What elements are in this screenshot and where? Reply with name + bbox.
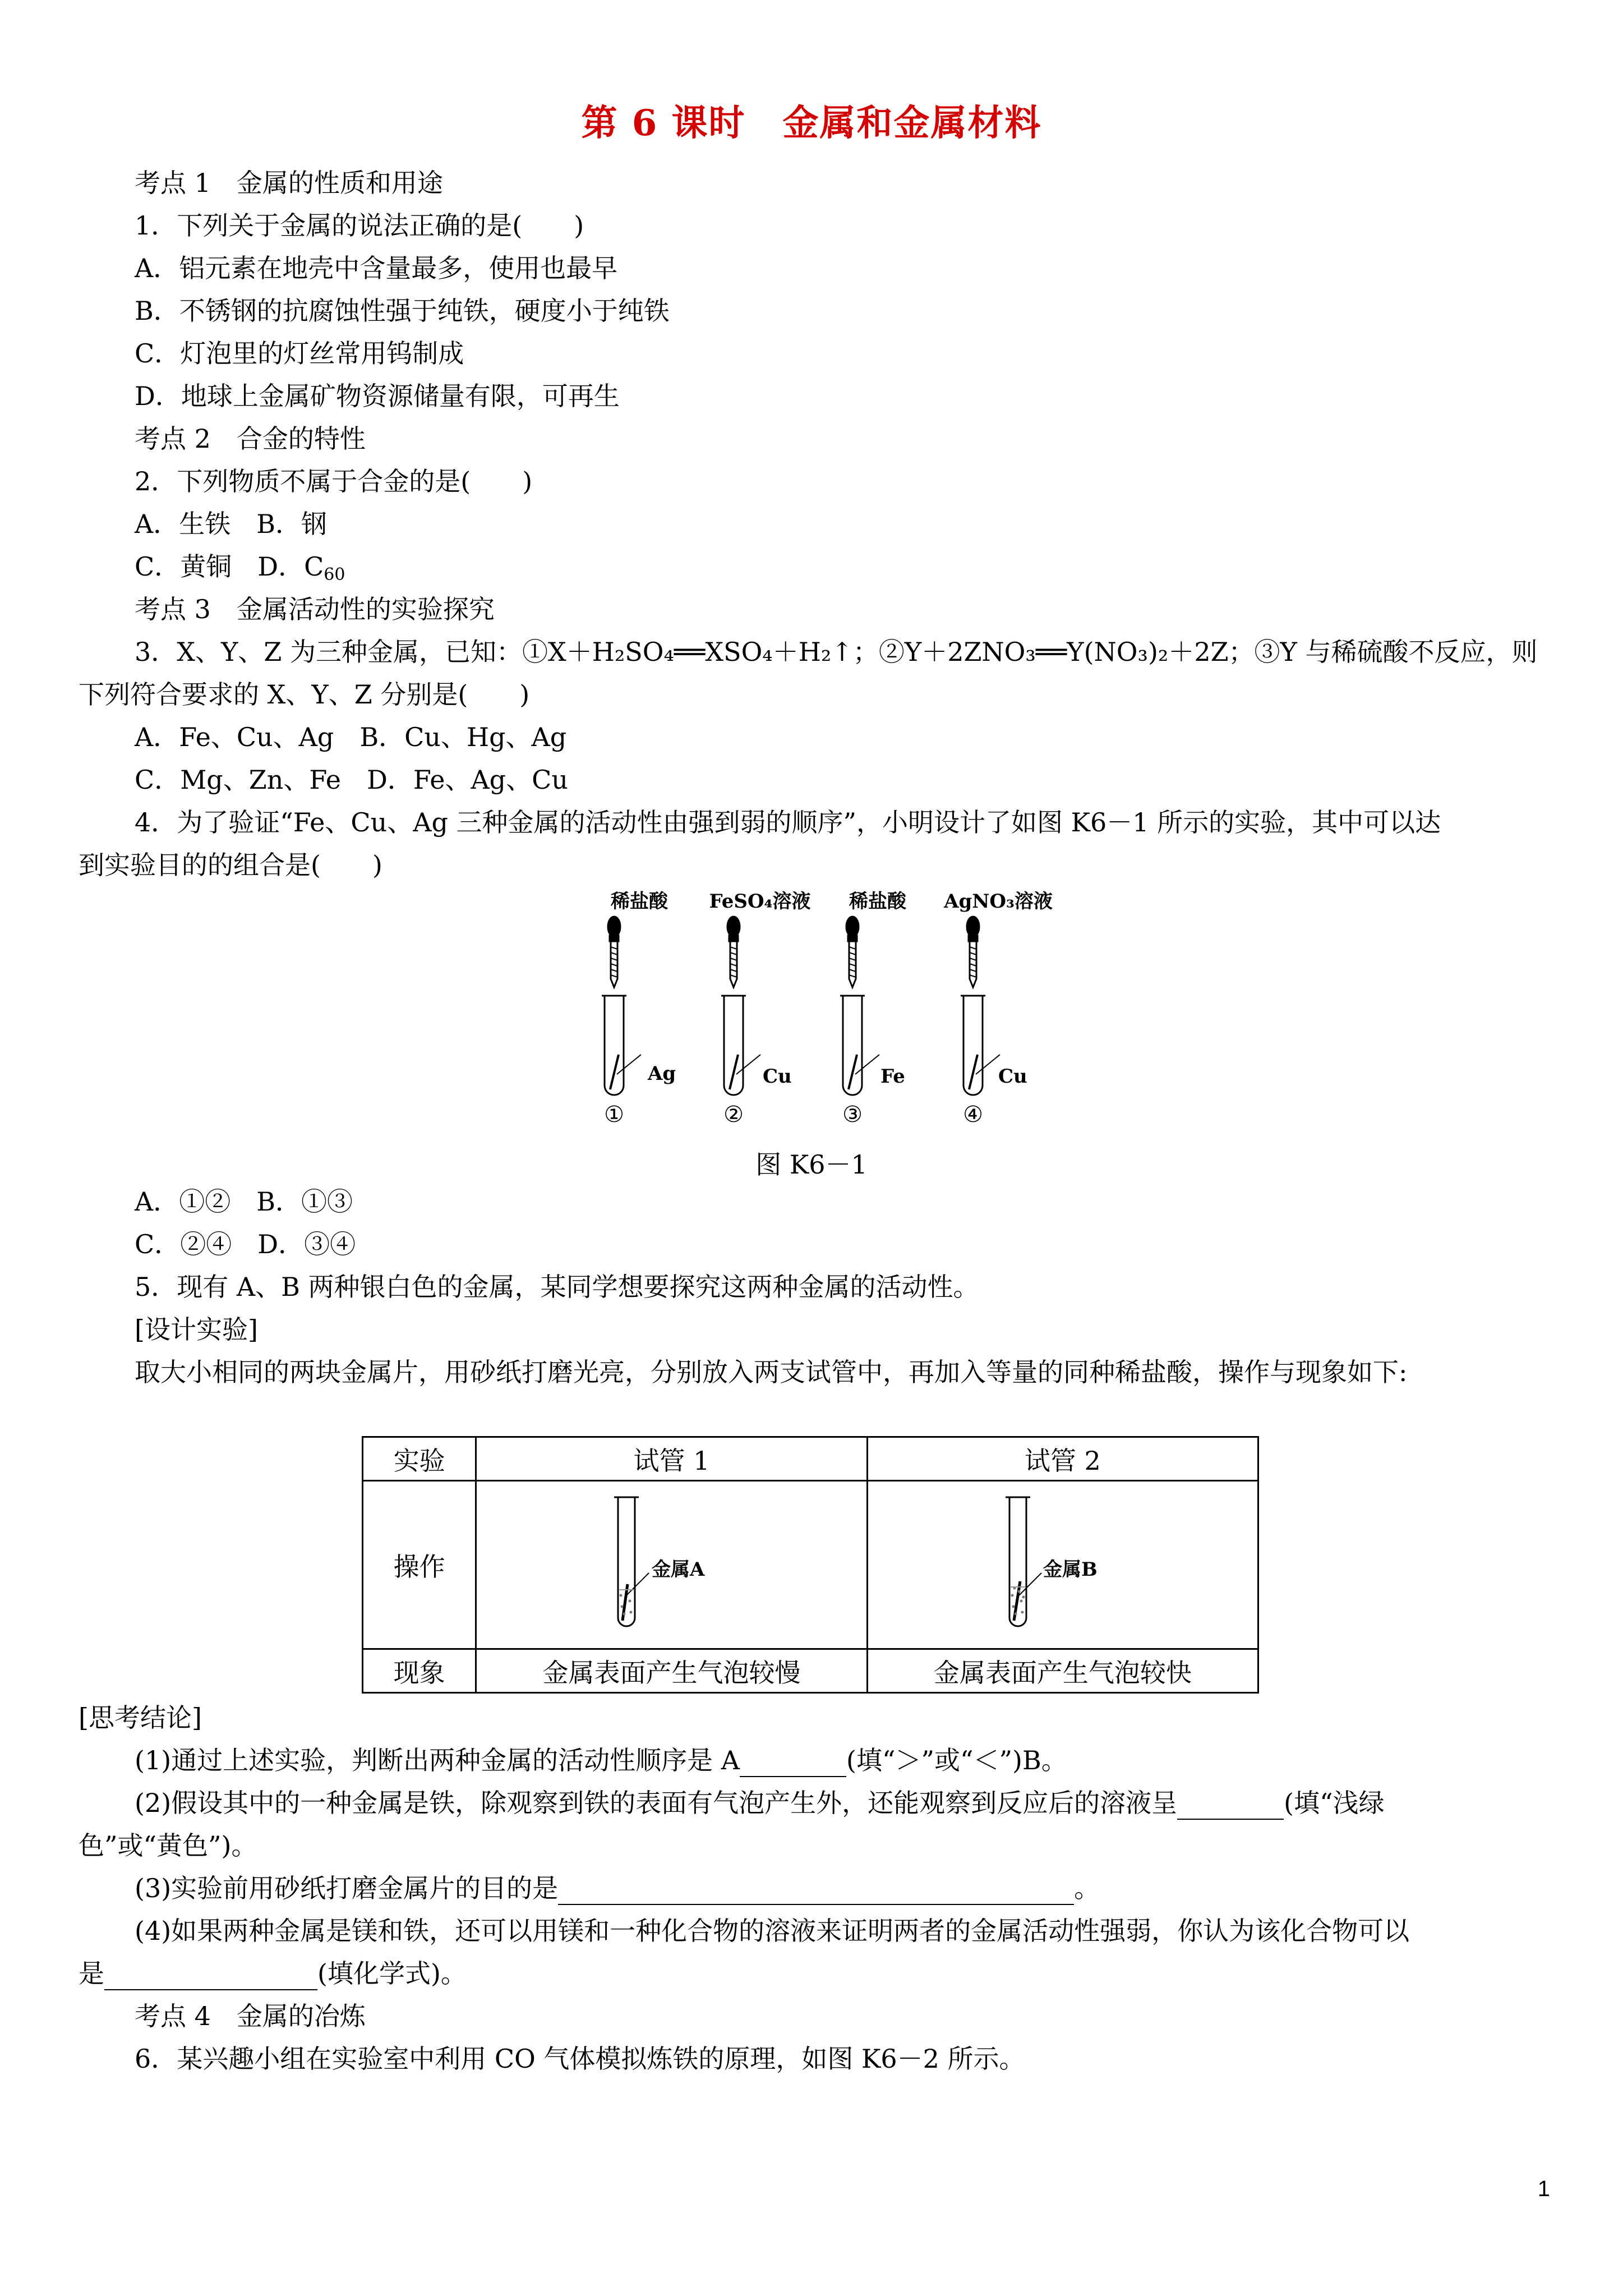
dropper-and-tube-4: [961, 917, 1000, 1095]
sub-question-3-text: (3)实验前用砂纸打磨金属片的目的是: [135, 1873, 559, 1903]
reagent-label-2: FeSO₄溶液: [709, 890, 811, 913]
sub-question-2-text: (2)假设其中的一种金属是铁，除观察到铁的表面有气泡产生外，还能观察到反应后的溶液呈: [135, 1788, 1178, 1818]
header-tube-2: 试管 2: [867, 1437, 1258, 1481]
exam-point-3: 考点 3 金属活动性的实验探究: [135, 594, 495, 624]
question-4-line-2: 到实验目的的组合是( ): [79, 850, 382, 880]
tube-number-4: ④: [963, 1102, 983, 1128]
metal-label-4: Cu: [998, 1065, 1027, 1088]
sub-question-3-end: 。: [1074, 1873, 1100, 1903]
sub-question-2: [135, 1786, 1385, 1820]
answer-blank-4[interactable]: [104, 1964, 317, 1990]
test-tube-a-diagram: [598, 1486, 744, 1637]
question-5-stem: 5．现有 A、B 两种银白色的金属，某同学想要探究这两种金属的活动性。: [135, 1272, 979, 1302]
question-1-stem: 1．下列关于金属的说法正确的是( ): [135, 210, 584, 241]
answer-blank-2[interactable]: [1177, 1794, 1284, 1820]
metal-a-label: 金属A: [652, 1558, 705, 1581]
question-3-line-2: 下列符合要求的 X、Y、Z 分别是( ): [79, 679, 530, 710]
question-3-options-cd: C．Mg、Zn、Fe D．Fe、Ag、Cu: [135, 765, 568, 795]
operation-label: 操作: [363, 1481, 476, 1649]
page-title: 第 6 课时 金属和金属材料: [581, 102, 1042, 144]
reagent-label-3: 稀盐酸: [849, 890, 906, 913]
page-number: 1: [1537, 2177, 1550, 2201]
question-1-option-c: C．灯泡里的灯丝常用钨制成: [135, 338, 464, 369]
subscript-60: 60: [324, 565, 345, 585]
question-4-options-cd: C．②④ D．③④: [135, 1229, 356, 1259]
observation-tube-2: 金属表面产生气泡较快: [867, 1649, 1258, 1693]
header-experiment: 实验: [363, 1437, 476, 1481]
operation-tube-2: [867, 1481, 1258, 1649]
question-3-options-ab: A．Fe、Cu、Ag B．Cu、Hg、Ag: [135, 722, 567, 752]
dropper-and-tube-3: [840, 917, 879, 1095]
reagent-label-4: AgNO₃溶液: [944, 890, 1053, 913]
tube-number-3: ③: [842, 1102, 863, 1128]
question-4-options-ab: A．①② B．①③: [135, 1186, 353, 1217]
question-3-line-1: 3．X、Y、Z 为三种金属，已知：①X＋H₂SO₄══XSO₄＋H₂↑；②Y＋2ZNO₃══Y(NO₃)₂＋2Z；③Y 与稀硫酸不反应，则: [135, 637, 1538, 667]
question-2-stem: 2．下列物质不属于合金的是( ): [135, 466, 533, 496]
sub-question-3: [135, 1871, 1100, 1905]
question-6-stem: 6．某兴趣小组在实验室中利用 CO 气体模拟炼铁的原理，如图 K6－2 所示。: [135, 2044, 1025, 2074]
tube-number-2: ②: [723, 1102, 744, 1128]
exam-point-1: 考点 1 金属的性质和用途: [135, 168, 443, 198]
metal-label-3: Fe: [880, 1065, 905, 1088]
sub-question-4-cont: [79, 1957, 467, 1990]
tube-number-1: ①: [604, 1102, 624, 1128]
options-cd-text: C．黄铜 D．C: [135, 551, 324, 582]
answer-blank-1[interactable]: [740, 1751, 846, 1777]
design-heading: [设计实验]: [135, 1314, 258, 1345]
header-tube-1: 试管 1: [476, 1437, 867, 1481]
answer-blank-3[interactable]: [558, 1879, 1074, 1905]
operation-tube-1: [476, 1481, 867, 1649]
design-text: 取大小相同的两块金属片，用砂纸打磨光亮，分别放入两支试管中，再加入等量的同种稀盐酸，操作与现象如下:: [135, 1357, 1408, 1387]
figure-test-tubes: [583, 886, 1088, 1156]
test-tube-b-diagram: [990, 1486, 1136, 1637]
question-1-option-d: D．地球上金属矿物资源储量有限，可再生: [135, 381, 620, 411]
exam-point-4: 考点 4 金属的冶炼: [135, 2001, 366, 2031]
sub-question-4: (4)如果两种金属是镁和铁，还可以用镁和一种化合物的溶液来证明两者的金属活动性强弱，你认为该化合物可以: [135, 1916, 1410, 1946]
question-1-option-a: A．铝元素在地壳中含量最多，使用也最早: [135, 253, 618, 283]
dropper-and-tube-1: [602, 917, 641, 1095]
metal-label-2: Cu: [763, 1065, 792, 1088]
think-heading: [思考结论]: [79, 1703, 202, 1733]
experiment-table: [362, 1436, 1259, 1694]
table-operation-row: [363, 1481, 1258, 1649]
sub-question-2-hint: (填“浅绿: [1284, 1788, 1385, 1818]
observation-tube-1: 金属表面产生气泡较慢: [476, 1649, 867, 1693]
sub-question-1-hint: (填“＞”或“＜”)B。: [846, 1745, 1067, 1775]
table-header-row: [363, 1437, 1258, 1481]
sub-question-2-cont: 色”或“黄色”)。: [79, 1830, 257, 1861]
question-4-line-1: 4．为了验证“Fe、Cu、Ag 三种金属的活动性由强到弱的顺序”，小明设计了如图 K6－1 所示的实验，其中可以达: [135, 807, 1441, 838]
sub-question-4-prefix: 是: [79, 1958, 104, 1989]
dropper-and-tube-2: [721, 917, 760, 1095]
figure-caption: 图 K6－1: [755, 1149, 868, 1180]
sub-question-4-hint: (填化学式)。: [317, 1958, 467, 1989]
question-1-option-b: B．不锈钢的抗腐蚀性强于纯铁，硬度小于纯铁: [135, 296, 670, 326]
reagent-label-1: 稀盐酸: [611, 890, 668, 913]
exam-point-2: 考点 2 合金的特性: [135, 424, 366, 454]
sub-question-1-text: (1)通过上述实验，判断出两种金属的活动性顺序是 A: [135, 1745, 740, 1775]
metal-b-label: 金属B: [1043, 1558, 1098, 1581]
question-2-options-cd: [135, 550, 345, 592]
metal-label-1: Ag: [648, 1062, 676, 1085]
observation-label: 现象: [363, 1649, 476, 1693]
sub-question-1: [135, 1743, 1067, 1777]
question-2-options-ab: A．生铁 B．钢: [135, 509, 328, 539]
table-observation-row: [363, 1649, 1258, 1693]
